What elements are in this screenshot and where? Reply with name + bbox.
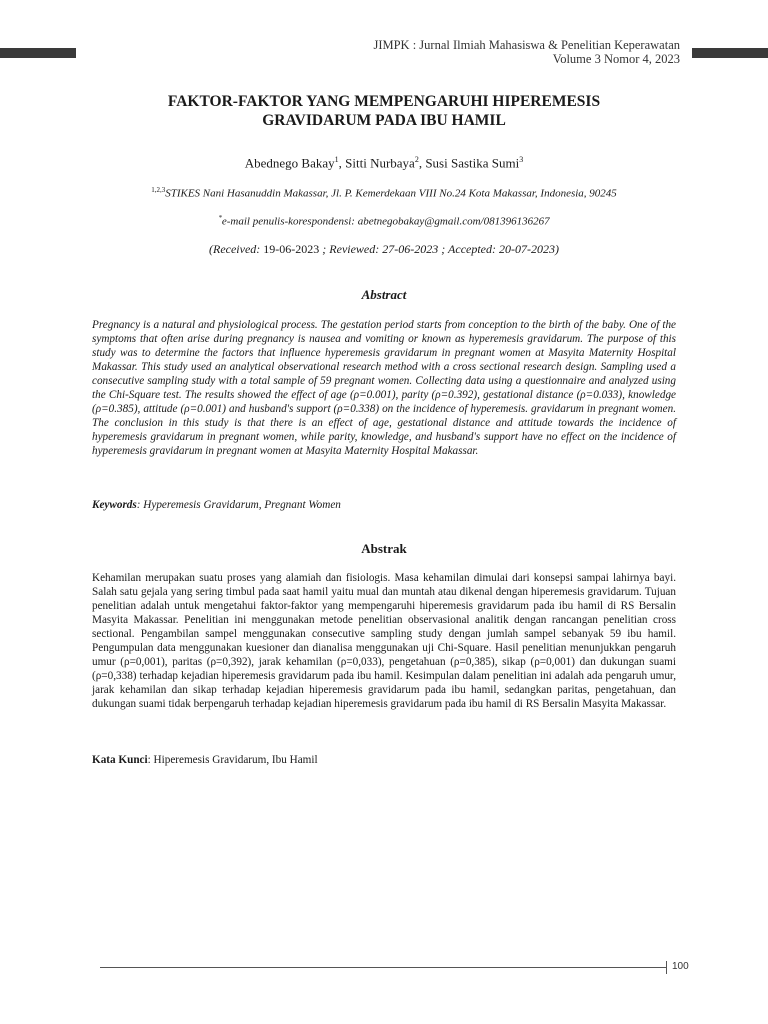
kata-kunci-text: : Hiperemesis Gravidarum, Ibu Hamil bbox=[147, 754, 318, 766]
author-affil-mark: 1 bbox=[334, 155, 339, 164]
title-line-2: GRAVIDARUM PADA IBU HAMIL bbox=[262, 112, 506, 129]
author-affil-mark: 2 bbox=[414, 155, 419, 164]
abstrak-text: Kehamilan merupakan suatu proses yang alamiah dan fisiologis. Masa kehamilan dimulai dari konsepsi sampai lahirnya bayi. Salah satu gejala yang sering timbul pada saat hamil yaitu mual dan muntah atau dikenal dengan hiperemesis gravidarum. Tujuan penelitian adalah untuk mengetahui faktor-faktor yang mempengaruhi hiperemesis gravidarum pada ibu hamil di RS Bersalin Masyita Makassar. Penelitian ini menggunakan metode penelitian observasional analitik dengan rancangan penelitian cross sectional. Pengambilan sampel menggunakan consecutive sampling study dengan jumlah sampel sebanyak 59 ibu hamil. Pengumpulan data menggunakan kuesioner dan dianalisa menggunakan uji Chi-Square. Hasil penelitian menunjukkan pengaruh umur (ρ=0,001), paritas (ρ=0,392), jarak kehamilan (ρ=0,033), pengetahuan (ρ=0,385), sikap (ρ=0,001) dan dukungan suami (ρ=0,338) terhadap kejadian hiperemesis gravidarum pada ibu hamil. Kesimpulan dalam penelitian ini adalah ada pengaruh umur, jarak kehamilan dan sikap terhadap kejadian hiperemesis gravidarum pada ibu hamil, sedangkan paritas, pengetahuan, dan dukungan suami tidak berpengaruh terhadap kejadian hiperemesis gravidarum pada ibu hamil di RS Bersalin Masyita Makassar. bbox=[92, 572, 676, 710]
reviewed-date: 27-06-2023 bbox=[382, 242, 439, 256]
keywords-line bbox=[92, 498, 676, 512]
footer-rule bbox=[100, 967, 666, 968]
footer-divider bbox=[666, 961, 667, 974]
submission-dates: (Received: 19-06-2023 ; Reviewed: 27-06-2023 ; Accepted: 20-07-2023) bbox=[208, 242, 559, 256]
header-decor-bar-right bbox=[692, 48, 768, 58]
affiliation bbox=[84, 186, 684, 200]
author-name: Sitti Nurbaya bbox=[345, 155, 415, 171]
journal-name: JIMPK : Jurnal Ilmiah Mahasiswa & Penelitian Keperawatan bbox=[373, 38, 680, 52]
journal-volume: Volume 3 Nomor 4, 2023 bbox=[552, 52, 680, 66]
title-line-1: FAKTOR-FAKTOR YANG MEMPENGARUHI HIPEREMESIS bbox=[167, 93, 601, 110]
reviewed-label: Reviewed: bbox=[329, 242, 380, 256]
author-name: Abednego Bakay bbox=[244, 155, 335, 171]
accepted-date: 20-07-2023 bbox=[499, 242, 555, 256]
page-number: 100 bbox=[672, 961, 689, 972]
kata-kunci-line bbox=[92, 753, 676, 767]
correspondence-mark: * bbox=[218, 214, 222, 222]
received-date: 19-06-2023 bbox=[263, 242, 320, 256]
accepted-label: Accepted: bbox=[448, 242, 496, 256]
keywords-text: : Hyperemesis Gravidarum, Pregnant Women bbox=[136, 499, 341, 511]
abstract-text: Pregnancy is a natural and physiological process. The gestation period starts from conception to the birth of the baby. One of the symptoms that often arise during pregnancy is nausea and vomiting or known as hyperemesis gravidarum. The purpose of this study was to determine the factors that influence hyperemesis gravidarum in pregnant women at Masyita Maternity Hospital Makassar. This study used an analytical observational research method with a cross sectional research design. Sampling used a consecutive sampling study with a total sample of 59 pregnant women. Collecting data using a questionnaire and analyzed using the Chi-Square test. The results showed the effect of age (ρ=0.001), parity (ρ=0.392), gestational distance (ρ=0.033), knowledge (ρ=0.385), attitude (ρ=0.001) and husband's support (ρ=0.338) on the incidence of hyperemesis. gravidarum in pregnant women. The conclusion in this study is that there is an effect of age, gestational distance and attitude towards the incidence of hyperemesis gravidarum in pregnant women, while parity, knowledge, and husband's support have no effect on the incidence of hyperemesis gravidarum in pregnant women at Masyita Maternity Hospital Makassar. bbox=[92, 319, 676, 457]
author-name: Susi Sastika Sumi bbox=[425, 155, 520, 171]
kata-kunci-label: Kata Kunci bbox=[92, 754, 148, 766]
abstract-heading: Abstract bbox=[361, 287, 407, 302]
keywords-label: Keywords bbox=[92, 499, 137, 511]
received-label: Received: bbox=[212, 242, 261, 256]
correspondence-email bbox=[84, 214, 684, 228]
author-list: Abednego Bakay$^1$, Sitti Nurbaya$^2$, Susi Sastika Sumi$^3$ bbox=[244, 155, 524, 171]
affiliation-text: STIKES Nani Hasanuddin Makassar, Jl. P. Kemerdekaan VIII No.24 Kota Makassar, Indonesia, 90245 bbox=[165, 187, 617, 200]
header-decor-bar-left bbox=[0, 48, 76, 58]
abstrak-heading: Abstrak bbox=[361, 541, 407, 556]
affiliation-mark: 1,2,3 bbox=[151, 186, 166, 194]
correspondence-text: e-mail penulis-korespondensi: abetnegobakay@gmail.com/081396136267 bbox=[221, 215, 550, 228]
author-affil-mark: 3 bbox=[519, 155, 524, 164]
running-header bbox=[373, 38, 680, 66]
paper-title bbox=[84, 92, 684, 130]
